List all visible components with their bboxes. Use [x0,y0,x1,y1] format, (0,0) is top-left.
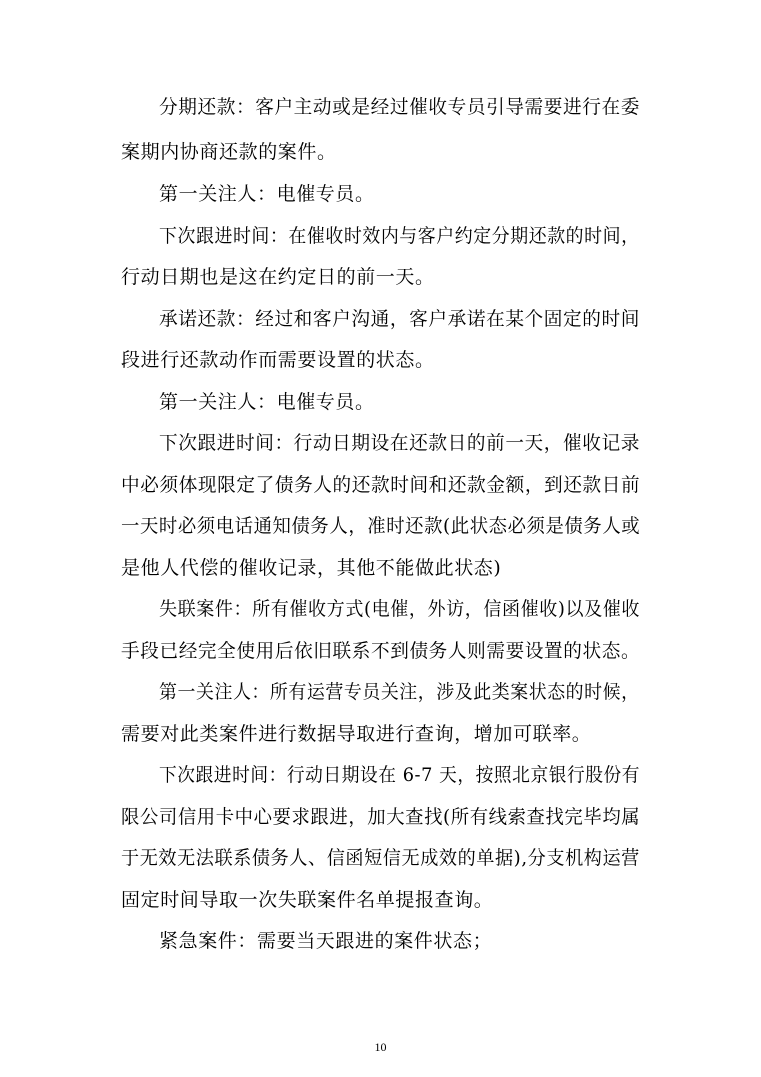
paragraph-line: 紧急案件：需要当天跟进的案件状态； [159,930,493,952]
paragraph-line: 案期内协商还款的案件。 [121,141,337,163]
page-number: 10 [374,1040,387,1054]
paragraph-line: 手段已经完全使用后依旧联系不到债务人则需要设置的状态。 [121,640,641,662]
paragraph-line: 行动日期也是这在约定日的前一天。 [121,266,435,288]
paragraph-line: 下次跟进时间：在催收时效内与客户约定分期还款的时间， [159,225,640,247]
paragraph-line: 一天时必须电话通知债务人，准时还款(此状态必须是债务人或 [121,515,641,537]
paragraph-line: 第一关注人：电催专员。 [159,391,375,413]
paragraph-line: 第一关注人：电催专员。 [159,183,375,205]
paragraph-line: 段进行还款动作而需要设置的状态。 [121,349,435,371]
paragraph-line: 中必须体现限定了债务人的还款时间和还款金额，到还款日前 [121,474,641,496]
paragraph-line: 需要对此类案件进行数据导取进行查询，增加可联率。 [121,723,592,745]
paragraph-line: 失联案件：所有催收方式(电催，外访，信函催收)以及催收 [159,598,641,620]
paragraph-line: 承诺还款：经过和客户沟通，客户承诺在某个固定的时间 [159,308,641,330]
paragraph-line: 限公司信用卡中心要求跟进，加大查找(所有线索查找完毕均属 [121,806,641,828]
paragraph-line: 下次跟进时间：行动日期设在 6-7 天，按照北京银行股份有 [159,764,641,786]
paragraph-line: 下次跟进时间：行动日期设在还款日的前一天，催收记录 [159,432,641,454]
paragraph-line: 分期还款：客户主动或是经过催收专员引导需要进行在委 [159,96,641,118]
paragraph-line: 是他人代偿的催收记录，其他不能做此状态) [121,557,502,579]
paragraph-line: 第一关注人：所有运营专员关注，涉及此类案状态的时候， [159,681,640,703]
paragraph-line: 固定时间导取一次失联案件名单提报查询。 [121,889,494,911]
paragraph-line: 于无效无法联系债务人、信函短信无成效的单据),分支机构运营 [121,847,640,869]
